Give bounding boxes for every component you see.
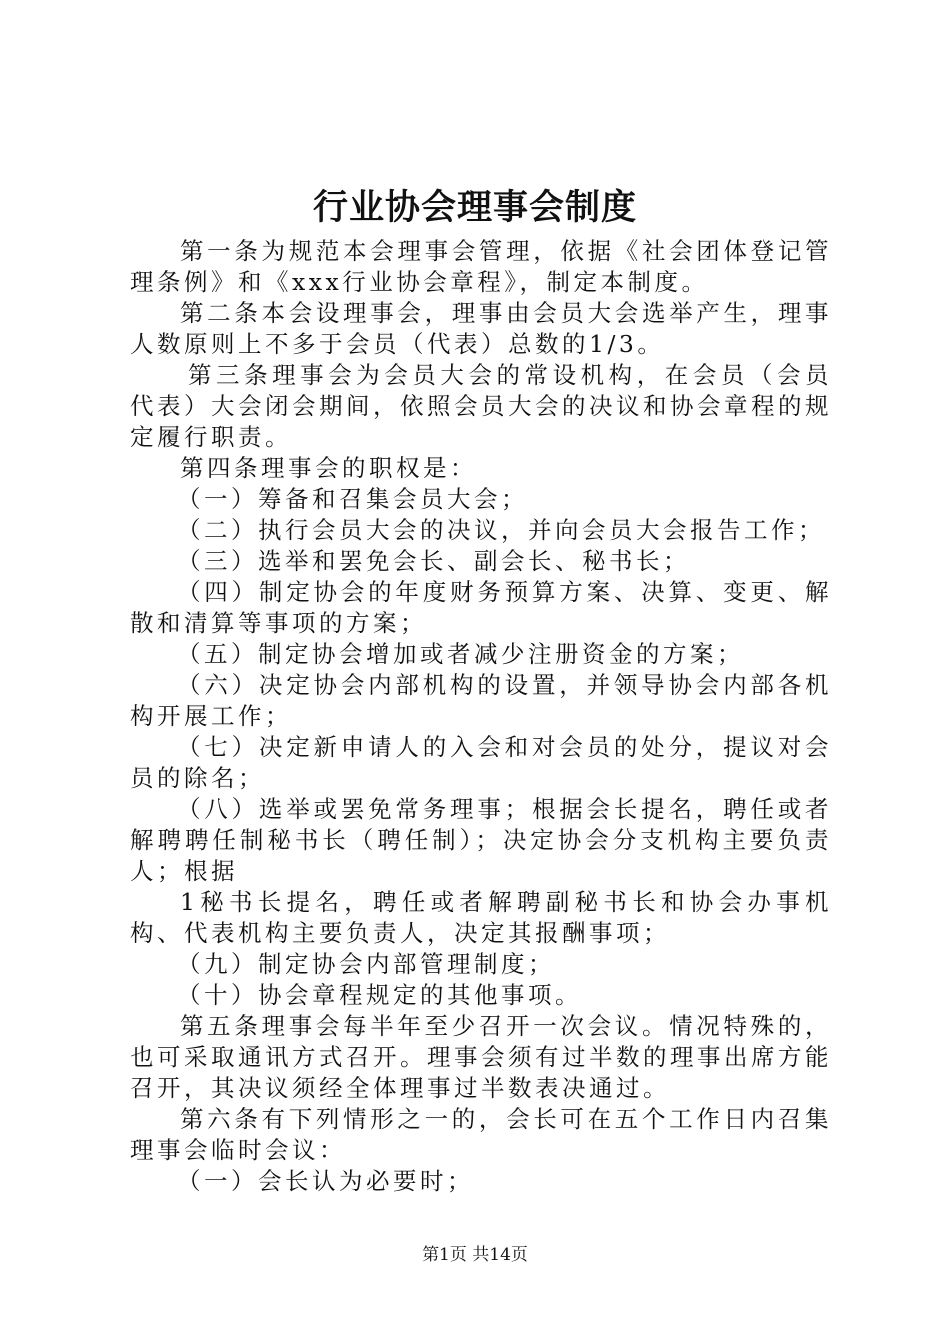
article-2: 第二条本会设理事会，理事由会员大会选举产生，理事人数原则上不多于会员（代表）总数的1/3。 <box>130 299 832 358</box>
article-4-item-3: （三）选举和罢免会长、副会长、秘书长； <box>177 547 690 575</box>
article-6: 第六条有下列情形之一的，会长可在五个工作日内召集理事会临时会议： <box>130 1105 832 1164</box>
article-4-item-2: （二）执行会员大会的决议，并向会员大会报告工作； <box>177 516 825 544</box>
article-4-item-5: （五）制定协会增加或者减少注册资金的方案； <box>177 640 744 668</box>
article-4-item-10: （十）协会章程规定的其他事项。 <box>177 981 582 1009</box>
article-4-item-9: （九）制定协会内部管理制度； <box>177 950 555 978</box>
article-4-item-8-continued: 1秘书长提名，聘任或者解聘副秘书长和协会办事机构、代表机构主要负责人，决定其报酬事项； <box>130 888 832 947</box>
article-1: 第一条为规范本会理事会管理，依据《社会团体登记管理条例》和《xxx行业协会章程》，制定本制度。 <box>130 237 832 296</box>
article-3: 第三条理事会为会员大会的常设机构，在会员（会员代表）大会闭会期间，依照会员大会的决议和协会章程的规定履行职责。 <box>130 361 832 451</box>
article-6-item-1: （一）会长认为必要时； <box>177 1167 474 1195</box>
article-4-item-1: （一）筹备和召集会员大会； <box>177 485 528 513</box>
article-4-item-8: （八）选举或罢免常务理事；根据会长提名，聘任或者解聘聘任制秘书长（聘任制）；决定协会分支机构主要负责人；根据 <box>130 795 832 885</box>
article-4-item-4: （四）制定协会的年度财务预算方案、决算、变更、解散和清算等事项的方案； <box>130 578 832 637</box>
page-indicator: 第1页 共14页 <box>422 1245 528 1265</box>
article-4: 第四条理事会的职权是： <box>180 454 477 482</box>
document-body <box>130 236 832 1197</box>
document-title: 行业协会理事会制度 <box>312 187 637 228</box>
article-5: 第五条理事会每半年至少召开一次会议。情况特殊的，也可采取通讯方式召开。理事会须有过半数的理事出席方能召开，其决议须经全体理事过半数表决通过。 <box>130 1012 832 1102</box>
article-4-item-6: （六）决定协会内部机构的设置，并领导协会内部各机构开展工作； <box>130 671 832 730</box>
article-4-item-7: （七）决定新申请人的入会和对会员的处分，提议对会员的除名； <box>130 733 832 792</box>
